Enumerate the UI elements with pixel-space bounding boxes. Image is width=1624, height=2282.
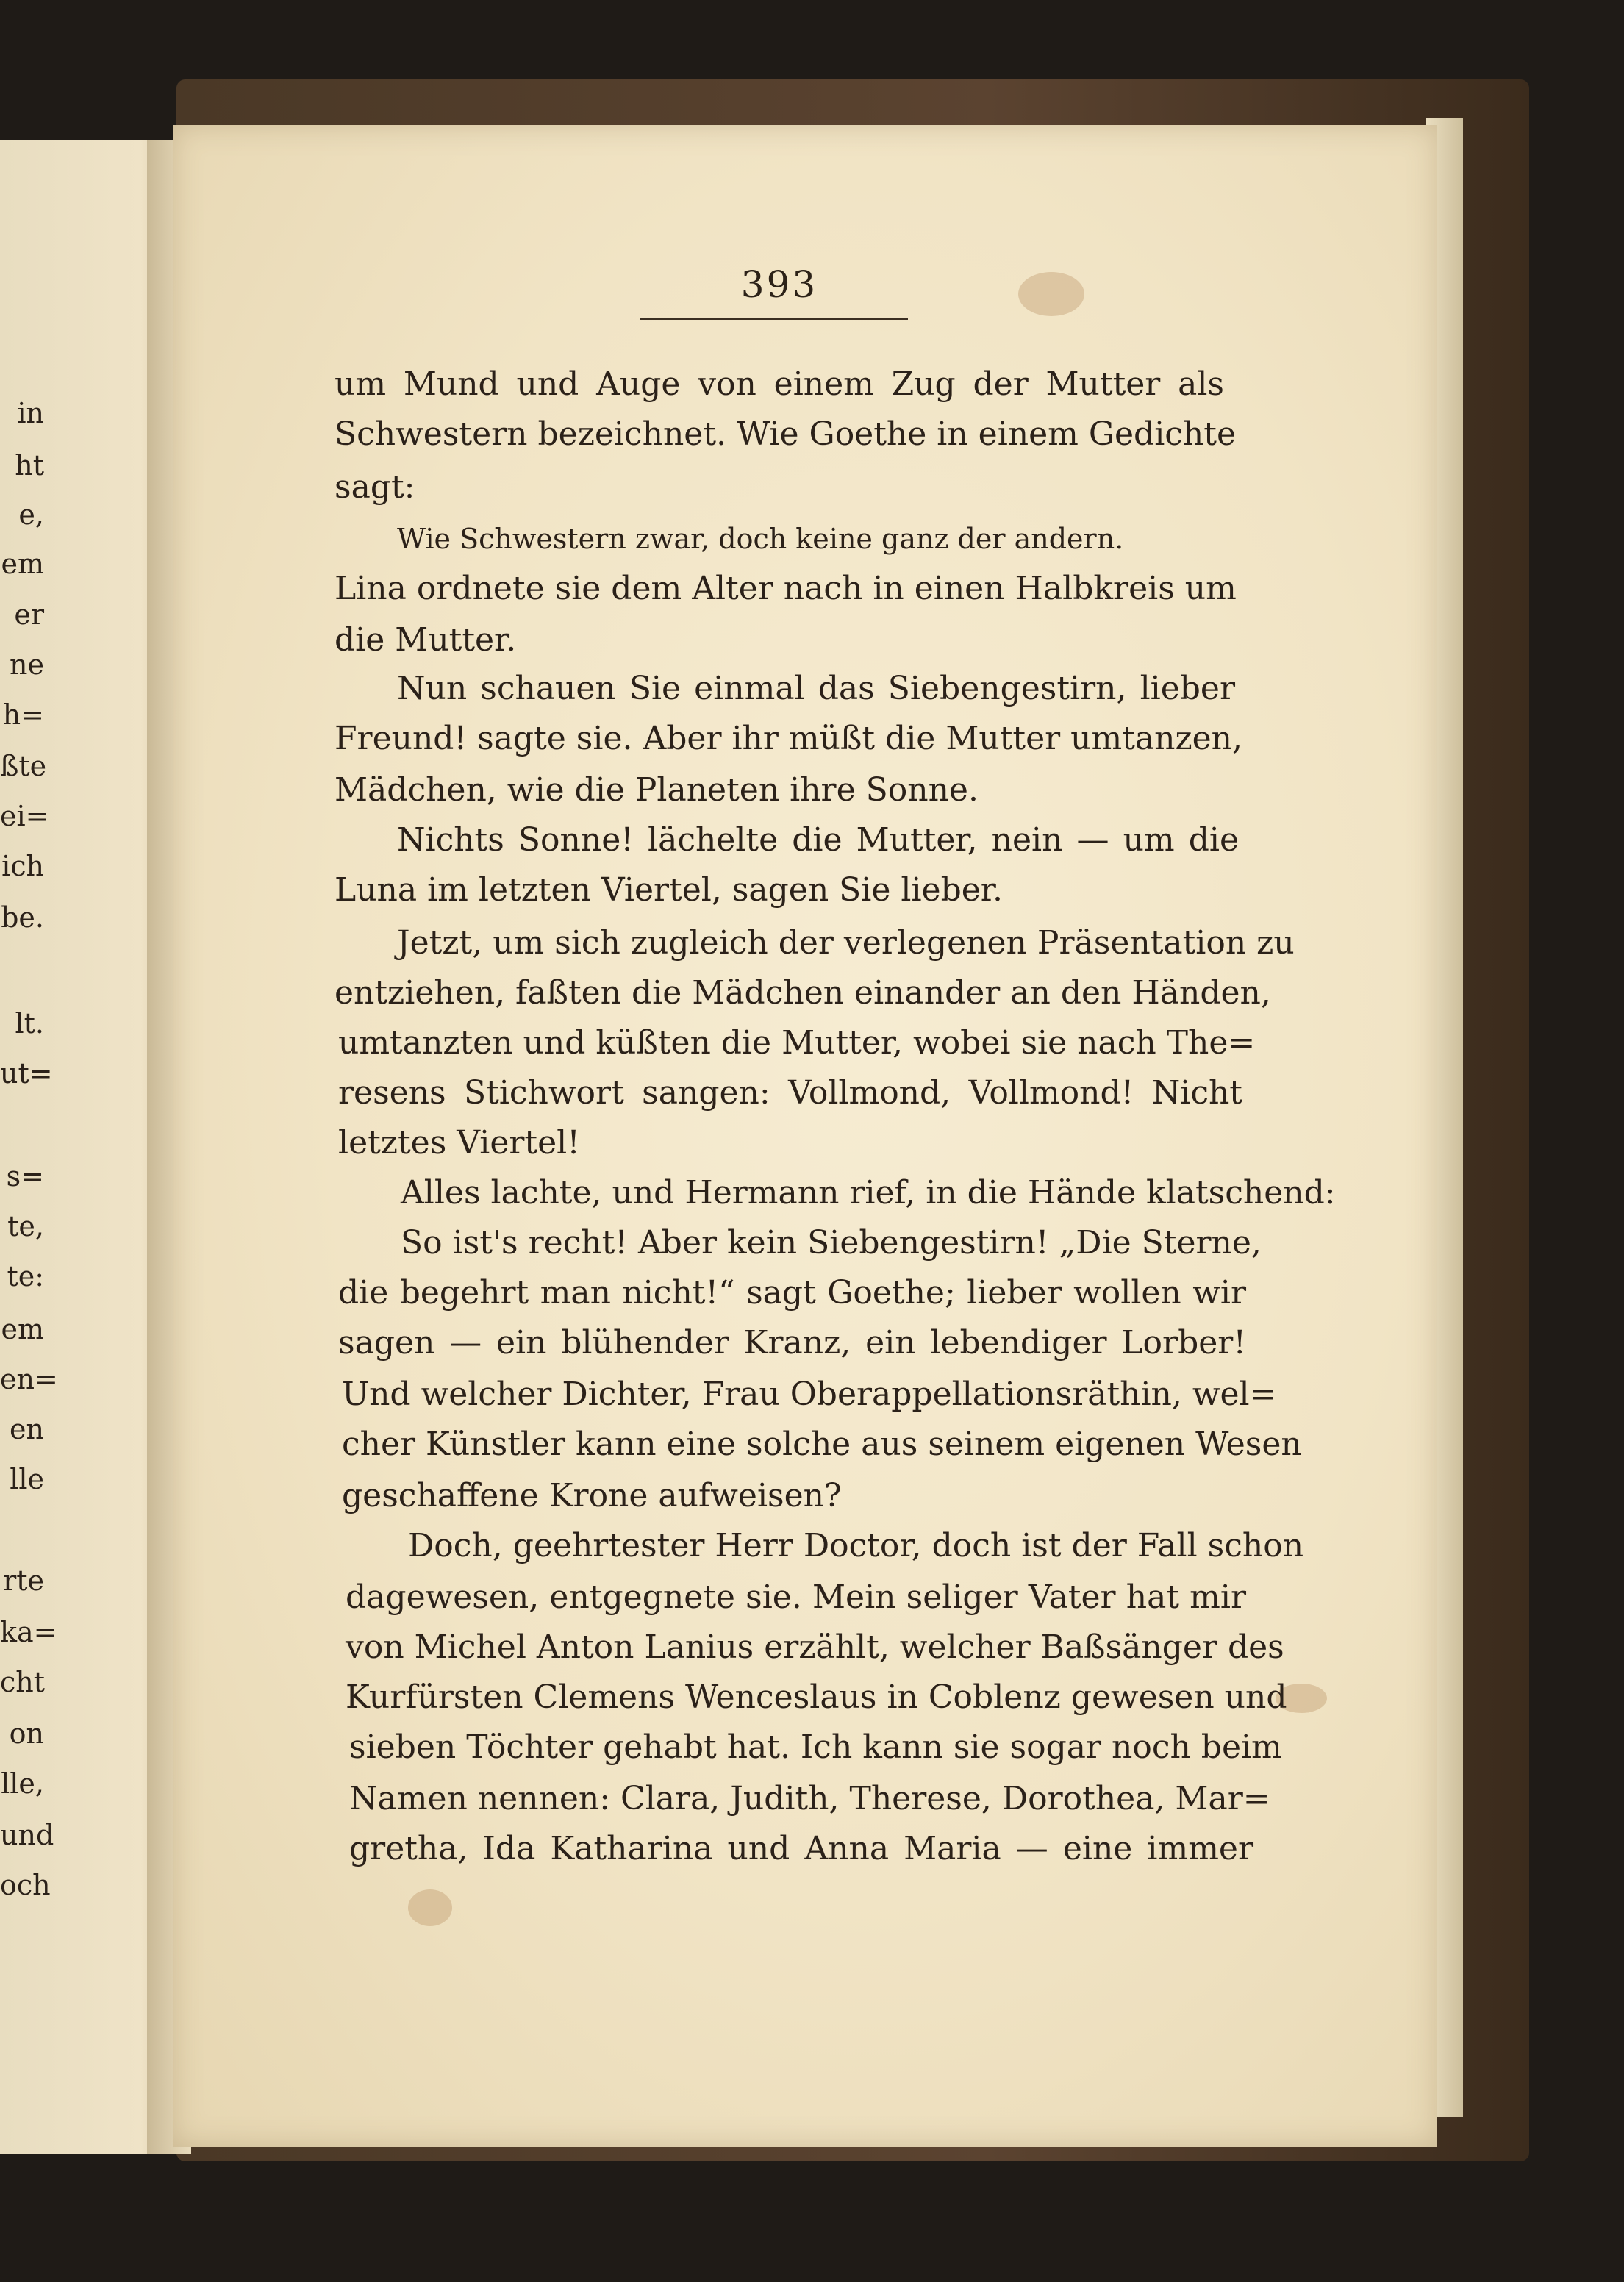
left-page-fragment: ßte xyxy=(0,750,47,782)
text-line: sieben Töchter gehabt hat. Ich kann sie sogar noch beim xyxy=(349,1728,1282,1766)
left-page-fragment: er xyxy=(14,598,44,631)
left-page-fragment: h= xyxy=(2,698,44,731)
left-page-fragment: in xyxy=(17,397,44,429)
text-line: umtanzten und küßten die Mutter, wobei sie nach The= xyxy=(338,1024,1256,1062)
text-line: So ist's recht! Aber kein Siebengestirn! „Die Sterne, xyxy=(401,1224,1262,1262)
left-page-fragment: rte xyxy=(3,1564,44,1597)
text-line: sagt: xyxy=(335,468,415,506)
page-number: 393 xyxy=(740,263,818,306)
text-line: geschaffene Krone aufweisen? xyxy=(342,1477,842,1514)
left-page-fragment: e, xyxy=(18,498,44,531)
left-page-fragment: em xyxy=(1,548,44,580)
left-page-fragment: och xyxy=(0,1869,51,1901)
left-page-fragment: lle, xyxy=(1,1767,44,1800)
left-page-fragment: und xyxy=(0,1819,54,1851)
text-line: Alles lachte, und Hermann rief, in die Hände klatschend: xyxy=(401,1174,1336,1212)
foxing-spot xyxy=(408,1889,452,1926)
left-page-fragment: te: xyxy=(7,1260,44,1292)
left-page-fragment: en xyxy=(10,1413,44,1445)
text-line: um Mund und Auge von einem Zug der Mutter als xyxy=(335,365,1224,403)
text-line: Doch, geehrtester Herr Doctor, doch ist der Fall schon xyxy=(408,1527,1304,1564)
left-page-fragment: ne xyxy=(10,648,44,681)
foxing-spot xyxy=(1018,272,1084,316)
left-page-fragment: lt. xyxy=(15,1007,44,1040)
left-page-fragment: te, xyxy=(7,1210,44,1242)
text-line: Und welcher Dichter, Frau Oberappellationsräthin, wel= xyxy=(342,1376,1277,1413)
text-line: die Mutter. xyxy=(335,621,517,659)
left-page-fragment: ei= xyxy=(0,800,49,832)
text-line: Schwestern bezeichnet. Wie Goethe in einem Gedichte xyxy=(335,415,1236,453)
text-line: Luna im letzten Viertel, sagen Sie lieber. xyxy=(335,871,1003,909)
left-page-fragment: en= xyxy=(0,1363,58,1395)
left-page-fragment: ut= xyxy=(0,1057,53,1090)
text-line: gretha, Ida Katharina und Anna Maria — eine immer xyxy=(349,1830,1253,1867)
text-line: Freund! sagte sie. Aber ihr müßt die Mutter umtanzen, xyxy=(335,720,1242,757)
quoted-verse: Wie Schwestern zwar, doch keine ganz der andern. xyxy=(397,523,1124,555)
left-page-fragment: lle xyxy=(10,1463,44,1495)
text-line: von Michel Anton Lanius erzählt, welcher Baßsänger des xyxy=(346,1628,1284,1666)
left-page-fragment: s= xyxy=(6,1160,44,1192)
left-page-fragment: ka= xyxy=(0,1616,57,1648)
left-page-fragment: be. xyxy=(1,901,44,934)
left-page-fragment: ht xyxy=(15,449,44,482)
text-line: resens Stichwort sangen: Vollmond, Vollmond! Nicht xyxy=(338,1074,1242,1112)
text-line: dagewesen, entgegnete sie. Mein seliger Vater hat mir xyxy=(346,1578,1246,1616)
text-line: Nichts Sonne! lächelte die Mutter, nein — um die xyxy=(397,821,1239,859)
left-page-fragment: ich xyxy=(1,850,44,882)
text-line: sagen — ein blühender Kranz, ein lebendiger Lorber! xyxy=(338,1324,1246,1362)
text-line: cher Künstler kann eine solche aus seinem eigenen Wesen xyxy=(342,1426,1302,1463)
text-line: Namen nennen: Clara, Judith, Therese, Dorothea, Mar= xyxy=(349,1780,1270,1817)
text-line: entziehen, faßten die Mädchen einander an den Händen, xyxy=(335,974,1271,1012)
left-page-fragment: em xyxy=(1,1313,44,1345)
text-line: letztes Viertel! xyxy=(338,1124,580,1162)
text-line: Mädchen, wie die Planeten ihre Sonne. xyxy=(335,771,979,809)
text-line: Lina ordnete sie dem Alter nach in einen Halbkreis um xyxy=(335,570,1237,607)
text-line: die begehrt man nicht!“ sagt Goethe; lieber wollen wir xyxy=(338,1274,1246,1312)
header-rule xyxy=(640,318,908,320)
text-line: Jetzt, um sich zugleich der verlegenen Präsentation zu xyxy=(397,924,1295,962)
text-line: Nun schauen Sie einmal das Siebengestirn, lieber xyxy=(397,670,1235,707)
left-page-fragment: on xyxy=(9,1717,44,1750)
text-line: Kurfürsten Clemens Wenceslaus in Coblenz gewesen und xyxy=(346,1678,1287,1716)
left-page-fragment: cht xyxy=(0,1666,46,1698)
